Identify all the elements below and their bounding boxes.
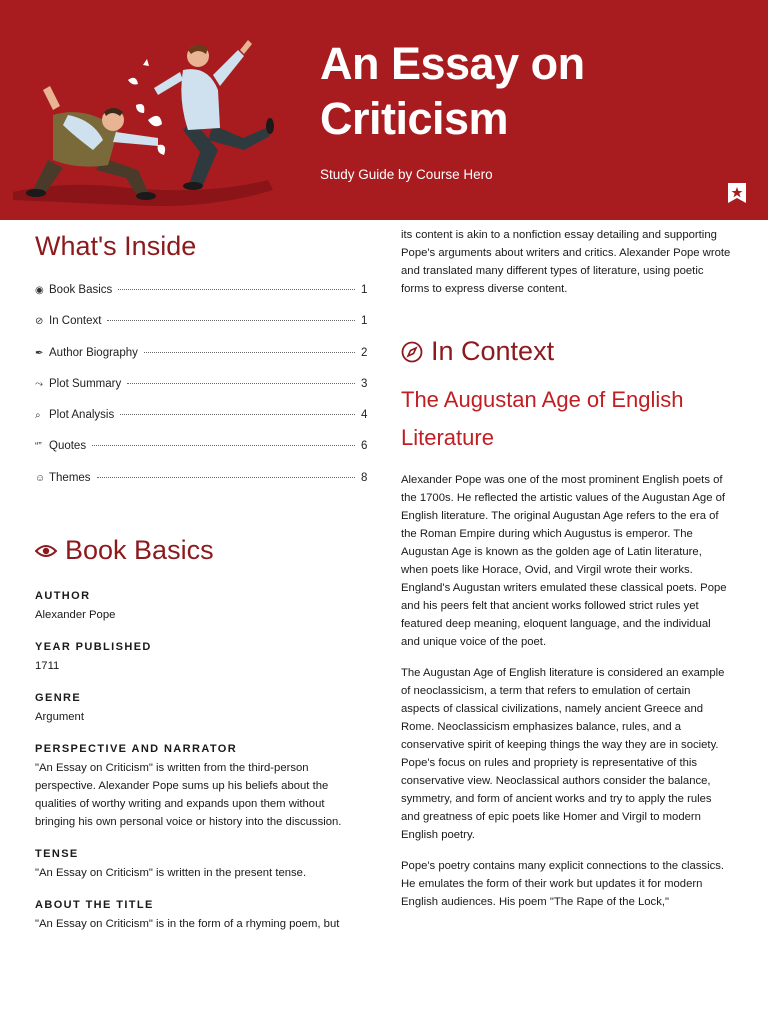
- toc-leader-dots: [120, 414, 355, 415]
- body-paragraph: Pope's poetry contains many explicit connections to the classics. He emulates the form of their work but updates it for modern English audiences. His poem "The Rape of the Lock,": [401, 860, 725, 908]
- toc-item-quotes[interactable]: [35, 440, 367, 471]
- toc-item-page: 2: [361, 346, 368, 359]
- book-basics-heading: Book Basics: [65, 535, 214, 566]
- author-label: AUTHOR: [35, 590, 91, 603]
- toc-item-themes[interactable]: [35, 472, 367, 503]
- toc-item-author-biography[interactable]: [35, 347, 367, 378]
- toc-item-label: Quotes: [49, 440, 87, 453]
- toc-item-label: Plot Analysis: [49, 409, 115, 422]
- author-value: Alexander Pope: [35, 609, 116, 622]
- toc-item-in-context[interactable]: [35, 315, 367, 346]
- title-line-2: Criticism: [320, 93, 509, 144]
- compass-icon: ⊘: [35, 316, 44, 328]
- quote-icon: “”: [35, 441, 42, 453]
- toc-item-page: 8: [361, 471, 368, 484]
- eye-icon: [35, 544, 57, 558]
- about-title-label: ABOUT THE TITLE: [35, 899, 154, 912]
- perspective-value: "An Essay on Criticism" is written from the third-person perspective. Alexander Pope sums up his beliefs about the qualities of worthy writing and expands upon them without bringing his own personal voice or history into the discussion.: [35, 762, 342, 829]
- toc-leader-dots: [144, 352, 355, 353]
- tense-label: TENSE: [35, 848, 79, 861]
- toc-leader-dots: [127, 383, 355, 384]
- toc-item-label: Book Basics: [49, 284, 113, 296]
- toc-item-label: Author Biography: [49, 346, 138, 359]
- genre-value: Argument: [35, 711, 84, 724]
- pen-nib-icon: ✒: [35, 347, 44, 359]
- in-context-header: [401, 336, 731, 367]
- document-title: [320, 36, 585, 146]
- toc-leader-dots: [92, 445, 355, 446]
- body-paragraph: The Augustan Age of English literature is considered an example of neoclassicism, a term that refers to emulation of certain aspects of classical civilizations, namely ancient Greece and Rome. Neoclassicism emphasizes balance, rules, and a conservative spirit of keeping things the way they are in society. Pope's focus on rules and propriety is representative of this conservative view. Neoclassical authors consider the balance, symmetry, and form of ancient works and try to apply the rules and greatness of epic poets like Homer and Virgil to modern English poetry.: [401, 667, 725, 841]
- toc-item-label: Plot Summary: [49, 377, 122, 390]
- toc-item-label: Themes: [49, 471, 91, 484]
- toc-item-page: 1: [361, 315, 368, 328]
- about-title-value: "An Essay on Criticism" is in the form of a rhyming poem, but: [35, 918, 340, 931]
- tense-value: "An Essay on Criticism" is written in the present tense.: [35, 867, 307, 880]
- toc-item-book-basics[interactable]: [35, 284, 367, 315]
- toc-item-page: 3: [361, 377, 368, 390]
- augustan-age-subheading: The Augustan Age of English Literature: [401, 387, 684, 450]
- in-context-heading: In Context: [431, 336, 555, 366]
- toc-item-page: 6: [361, 440, 368, 453]
- right-column: [401, 226, 731, 911]
- document-subtitle: Study Guide by Course Hero: [320, 167, 493, 182]
- year-published-value: 1711: [35, 660, 60, 673]
- title-line-1: An Essay on: [320, 38, 585, 89]
- genre-label: GENRE: [35, 692, 82, 705]
- toc-item-page: 4: [361, 409, 368, 422]
- year-published-label: YEAR PUBLISHED: [35, 641, 152, 654]
- toc-item-plot-analysis[interactable]: [35, 409, 367, 440]
- magnifier-icon: ⌕: [35, 410, 41, 422]
- toc-item-page: 1: [361, 284, 368, 296]
- masks-icon: ☺: [35, 472, 46, 484]
- toc-heading: What's Inside: [35, 231, 197, 261]
- perspective-label: PERSPECTIVE AND NARRATOR: [35, 743, 238, 756]
- body-paragraph: Alexander Pope was one of the most prominent English poets of the 1700s. He reflected the artistic values of the Augustan Age of English literature. The original Augustan Age refers to the era of the Roman Empire during which Augustus is emperor. The Augustan Age is known as the golden age of Latin literature, when poets like Horace, Ovid, and Virgil wrote their works. England's Augustan writers emulated these classical poets. Pope and his peers felt that ancient works followed strict rules yet featured deep meaning, eloquent language, and the individual and unique voice of the poet.: [401, 474, 727, 648]
- compass-icon: [401, 341, 423, 363]
- course-hero-logo-icon: [728, 183, 746, 203]
- chart-icon: ⤳: [35, 378, 43, 390]
- toc-item-label: In Context: [49, 315, 102, 328]
- table-of-contents: [35, 284, 367, 503]
- toc-leader-dots: [97, 477, 355, 478]
- dueling-figures-illustration: [8, 20, 298, 220]
- header-banner: [0, 0, 768, 220]
- toc-leader-dots: [118, 289, 355, 290]
- eye-icon: ◉: [35, 285, 44, 296]
- left-column: [35, 220, 367, 933]
- continuation-paragraph: its content is akin to a nonfiction essay detailing and supporting Pope's arguments about writers and critics. Alexander Pope wrote and translated many different types of literature, using poetic forms to express diverse content.: [401, 229, 731, 295]
- toc-leader-dots: [107, 320, 355, 321]
- book-basics-header: [35, 535, 367, 566]
- toc-item-plot-summary[interactable]: [35, 378, 367, 409]
